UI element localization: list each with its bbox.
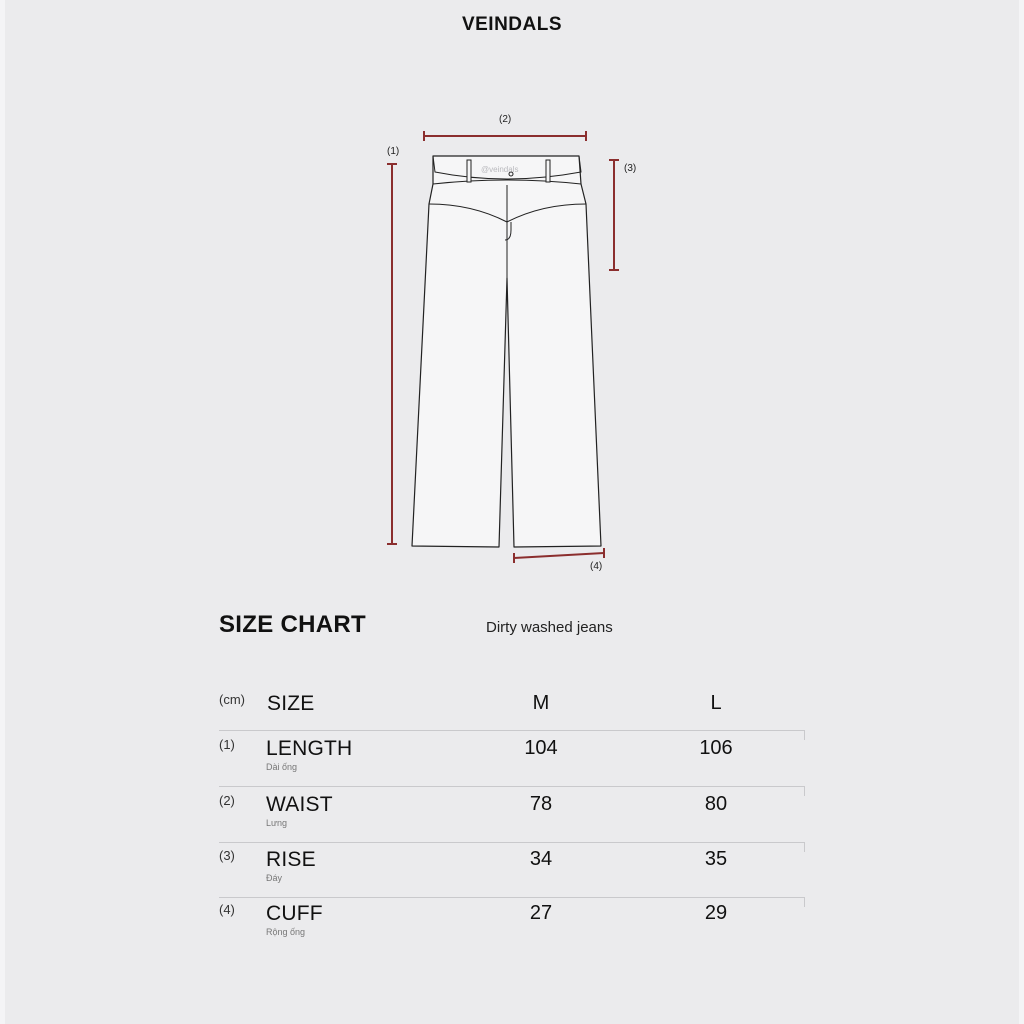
value-m: 34 [529, 848, 553, 870]
divider [219, 730, 805, 731]
brand-logo: VEINDALS [461, 14, 563, 35]
watermark: @veindals [481, 165, 519, 174]
divider [219, 897, 805, 898]
measure-vn: Rộng ống [266, 927, 306, 937]
label-3: (3) [624, 163, 637, 174]
label-1: (1) [387, 146, 400, 157]
row-number: (2) [219, 793, 235, 808]
table-row [219, 848, 805, 904]
measure-name: CUFF [266, 902, 323, 925]
row-number: (4) [219, 902, 235, 917]
measure-name: WAIST [266, 793, 333, 816]
divider [219, 786, 805, 787]
jeans-measurement-diagram [370, 100, 650, 580]
measure-name: RISE [266, 848, 316, 871]
table-row [219, 737, 805, 793]
value-m: 104 [524, 737, 558, 759]
row-number: (1) [219, 737, 235, 752]
value-m: 78 [529, 793, 553, 815]
measure-vn: Lưng [266, 818, 288, 828]
label-2: (2) [499, 114, 512, 125]
size-m-header: M [532, 692, 550, 714]
size-l-header: L [710, 692, 722, 714]
right-edge [1019, 0, 1024, 1024]
table-row [219, 902, 805, 958]
divider [219, 842, 805, 843]
size-header: SIZE [267, 692, 315, 715]
value-l: 35 [704, 848, 728, 870]
value-l: 106 [699, 737, 733, 759]
measure-vn: Dài ống [266, 762, 298, 772]
label-4: (4) [590, 561, 603, 572]
left-edge [0, 0, 5, 1024]
value-l: 80 [704, 793, 728, 815]
size-chart-title: SIZE CHART [219, 611, 366, 638]
table-row [219, 793, 805, 849]
measure-name: LENGTH [266, 737, 353, 760]
measure-vn: Đáy [266, 873, 283, 883]
unit-label: (cm) [219, 692, 245, 707]
product-name: Dirty washed jeans [486, 619, 613, 636]
value-l: 29 [704, 902, 728, 924]
value-m: 27 [529, 902, 553, 924]
row-number: (3) [219, 848, 235, 863]
